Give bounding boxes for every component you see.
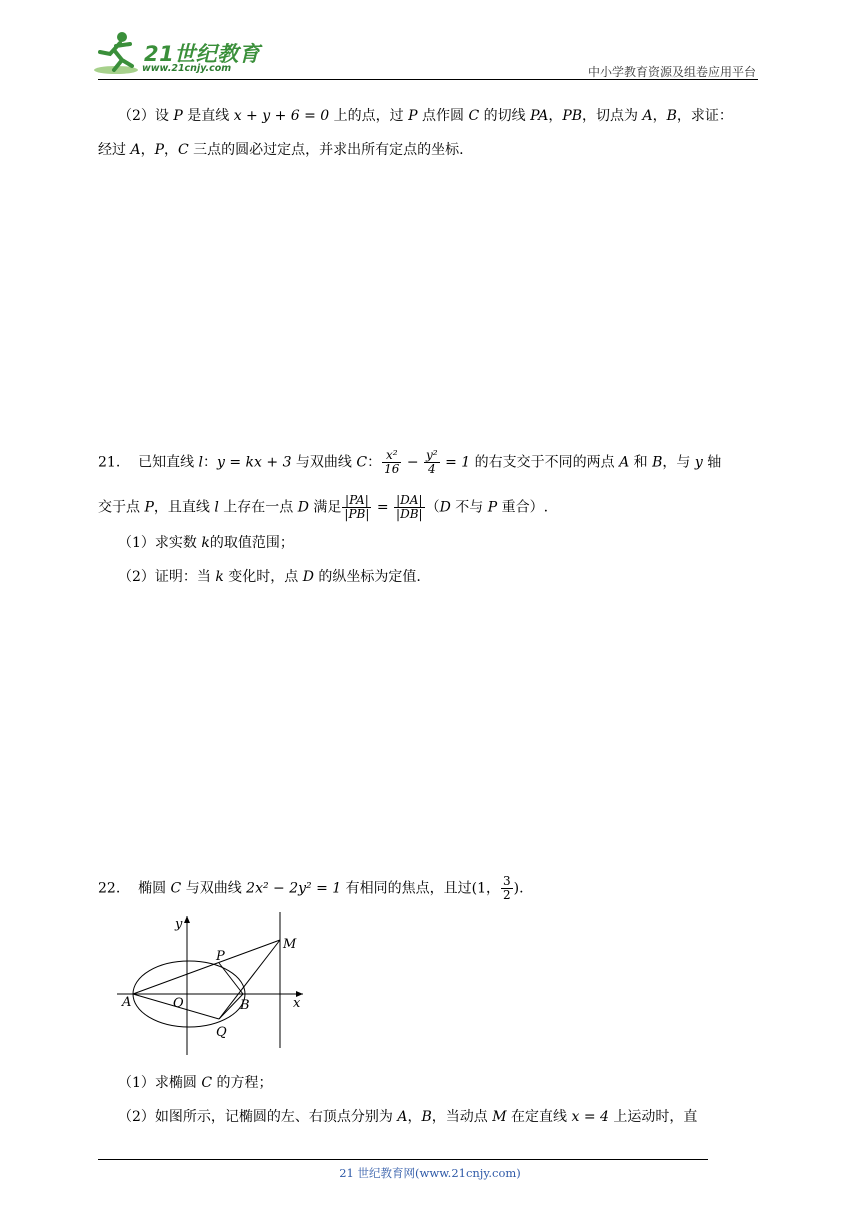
logo — [92, 30, 262, 78]
label-A: A — [122, 995, 132, 1010]
header-divider — [98, 79, 758, 80]
label-B: B — [240, 998, 250, 1013]
label-Q: Q — [216, 1025, 227, 1040]
ellipse-figure — [115, 910, 315, 1060]
q20-part2-line1: （2）设 P 是直线 x + y + 6 = 0 上的点，过 P 点作圆 C 的切线 PA，PB，切点为 A，B，求证： — [118, 108, 733, 124]
label-x: x — [293, 996, 301, 1011]
logo-text: 21世纪教育 — [144, 42, 261, 66]
runner-logo-icon — [92, 30, 142, 76]
label-M: M — [283, 937, 297, 952]
q22-number: 22. — [98, 880, 121, 897]
q21-part2: （2）证明：当 k 变化时，点 D 的纵坐标为定值. — [118, 569, 421, 585]
footer-text: 21 世纪教育网(www.21cnjy.com) — [339, 1166, 521, 1180]
q21-line1: 21. 已知直线 l：y = kx + 3 与双曲线 C： $\frac{\text{x²}}{16}$ − $\frac{\text{y²}}{4}$ = 1 的右支交于不同的两点 A 和 B，与 y 轴 — [98, 448, 722, 476]
label-y: y — [175, 917, 183, 932]
platform-title: 中小学教育资源及组卷应用平台 — [587, 65, 756, 79]
logo-url: www.21cnjy.com — [142, 63, 232, 74]
q21-part1: （1）求实数 k的取值范围； — [118, 535, 294, 551]
q20-part2-line2: 经过 A，P，C 三点的圆必过定点，并求出所有定点的坐标. — [98, 142, 464, 158]
footer-divider — [98, 1159, 708, 1160]
q22-part1: （1）求椭圆 C 的方程； — [118, 1075, 273, 1091]
q22-part2: （2）如图所示，记椭圆的左、右顶点分别为 A，B，当动点 M 在定直线 x = 4 上运动时，直 — [118, 1109, 698, 1125]
q22-line1: 22. 椭圆 C 与双曲线 2x² − 2y² = 1 有相同的焦点，且过(1， $\frac{3}{2}$ ). — [98, 874, 524, 902]
q21-line2: 交于点 P，且直线 l 上存在一点 D 满足 $\frac{|PA|}{|PB|}$ = $\frac{|DA|}{|DB|}$ （D 不与 P 重合）. — [98, 493, 549, 521]
label-O: O — [173, 996, 184, 1011]
q21-number: 21. — [98, 454, 121, 471]
label-P: P — [216, 949, 225, 964]
